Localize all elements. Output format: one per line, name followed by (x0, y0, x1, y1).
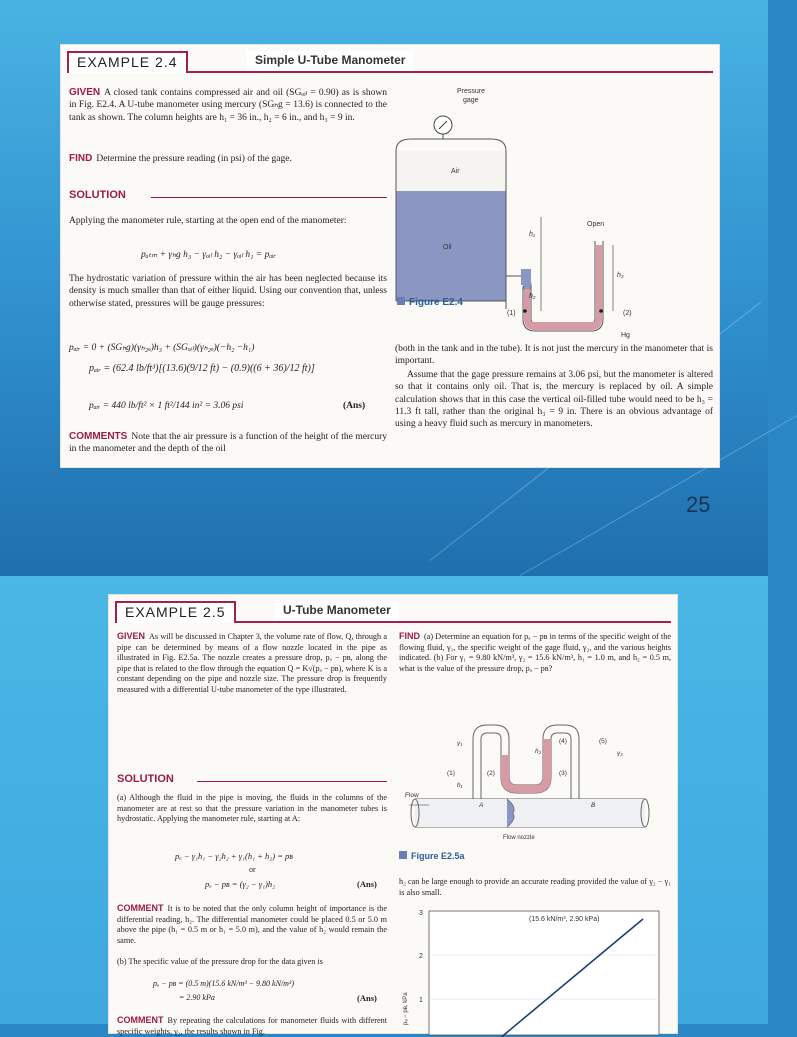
label-B: B (591, 802, 596, 809)
label-flow-nozzle: Flow nozzle (503, 835, 535, 841)
label-air: Air (451, 168, 460, 175)
pressure-drop-plot (399, 905, 669, 1035)
equation-2: pₐᵢᵣ = 0 + (SGₕg)(γₕ₂ₒ)h₃ + (SGₒᵢₗ)(γₕ₂ₒ)(−h₂ −h₁) (69, 343, 255, 353)
example-label: EXAMPLE 2.4 (67, 51, 188, 73)
label-open: Open (587, 221, 605, 228)
answer-tag: (Ans) (343, 401, 366, 411)
example-title: U-Tube Manometer (275, 601, 399, 621)
label-point-5: (5) (599, 738, 607, 745)
find-label: FIND (399, 631, 420, 641)
equation-1: pₐ − γ₁h₁ − γ₂h₂ + γ₁(h₁ + h₂) = pʙ (175, 851, 293, 861)
comments-paragraph (69, 431, 387, 456)
textbook-page-example-2-5 (108, 594, 678, 1034)
given-label: GIVEN (117, 631, 146, 641)
svg-text:gage (463, 97, 479, 104)
label-h2: h₂ (535, 748, 542, 755)
example-header (67, 51, 713, 73)
label-point-1: (1) (507, 310, 516, 317)
ytick-2: 2 (419, 953, 423, 960)
right-column-text: h₂ can be large enough to provide an accurate reading provided the value of γ₂ − γ₁ is also small. (399, 877, 671, 897)
equation-4: pₐᵢᵣ = 440 lb/ft² × 1 ft²/144 in² = 3.06 psi (89, 401, 244, 411)
equation-3: pₐ − pʙ = (0.5 m)(15.6 kN/m³ − 9.80 kN/m³) (153, 979, 294, 988)
figure-e2-4-diagram (391, 81, 711, 339)
comments-label: COMMENTS (69, 431, 128, 442)
equation-1: pₐₜₘ + γₕg h₃ − γₒᵢₗ h₂ − γₒᵢₗ h₁ = pₐᵢᵣ (141, 250, 276, 260)
equation-2: pₐ − pʙ = (γ₂ − γ₁)h₂ (205, 879, 276, 889)
label-point-3: (3) (559, 770, 567, 777)
label-h1: h₁ (529, 231, 536, 238)
example-label: EXAMPLE 2.5 (115, 601, 236, 623)
slide-2 (0, 576, 768, 1036)
label-point-4: (4) (559, 738, 567, 745)
svg-text:Pressure (457, 88, 485, 95)
mercury-region (524, 245, 602, 330)
given-text: A closed tank contains compressed air and oil (SGₒᵢₗ = 0.90) as is shown in Fig. E2.4. A U-tube manometer using mercury (SGₕg = 13.6) is connected to the tank as shown. The column heights are h₁ = 36 in., h₂ = 6 in., and h₃ = 9 in. (69, 88, 387, 123)
right-column-text-2: Assume that the gage pressure remains at 3.06 psi, but the manometer is altered so that it contains only oil. That is, the mercury is replaced by oil. A simple calculation shows that in this case the vertical oil-filled tube would need to be h₃ = 11.3 ft tall, rather than the original h₃ = 9 in. There is an obvious advantage of using a heavy fluid such as mercury in manometers. (395, 370, 713, 430)
find-paragraph (69, 153, 387, 165)
given-text: As will be discussed in Chapter 3, the volume rate of flow, Q, through a pipe can be determined by means of a flow nozzle located in the pipe as illustrated in Fig. E2.5a. The nozzle creates a pressure drop, pₐ − pʙ, along the pipe that is related to the flow through the equation Q = K√(pₐ − pʙ), where K is a constant depending on the pipe and nozzle size. The pressure drop is frequently measured with a differential U-tube manometer of the type illustrated. (117, 632, 387, 694)
label-pressure-gage-1: Pressure (457, 88, 486, 95)
label-A: A (479, 802, 484, 809)
solution-intro: Applying the manometer rule, starting at the open end of the manometer: (69, 216, 347, 226)
comment-2-text: By repeating the calculations for manometer fluids with different specific weights, γ₂, the results shown in Fig. (117, 1016, 387, 1036)
comment-label: COMMENT (117, 903, 164, 913)
solution-part-b: (b) The specific value of the pressure drop for the data given is (117, 957, 323, 966)
answer-tag-b: (Ans) (357, 993, 377, 1003)
label-h3: h₃ (617, 272, 624, 279)
plot-frame (429, 911, 659, 1035)
label-flow: Flow (405, 792, 419, 799)
comment-paragraph (117, 903, 387, 946)
label-hg: Hg (621, 332, 630, 339)
example-header (115, 601, 671, 623)
find-label: FIND (69, 153, 93, 164)
label-gamma-1: γ₁ (457, 740, 463, 747)
given-paragraph (69, 87, 387, 124)
pipe (415, 799, 645, 827)
label-oil: Oil (443, 244, 452, 251)
label-h1: h₁ (457, 782, 463, 789)
plot-ylabel: pₐ − pʙ, kPa (403, 992, 409, 1025)
solution-label: SOLUTION (69, 189, 126, 201)
figure-caption-e2-5a: Figure E2.5a (399, 851, 465, 861)
comments-text: Note that the air pressure is a function of the height of the mercury in the manometer and the depth of the oil (69, 432, 387, 455)
equation-4: = 2.90 kPa (179, 993, 215, 1002)
textbook-page-example-2-4 (60, 44, 720, 468)
right-column-text-1: (both in the tank and in the tube). It is not just the mercury in the manometer that is important. (395, 344, 713, 367)
given-label: GIVEN (69, 87, 101, 98)
page-number: 25 (686, 492, 711, 517)
ytick-3: 3 (419, 910, 423, 917)
comment-text: It is to be noted that the only column height of importance is the differential reading, h₂. The differential manometer could be placed 0.5 or 5.0 m above the pipe (h₁ = 0.5 m or h₁ = 5.0 m), and the value of h₂ would remain the same. (117, 904, 387, 945)
find-paragraph (399, 631, 671, 674)
solution-part-a: (a) Although the fluid in the pipe is moving, the fluids in the columns of the manometer are at rest so that the pressure variation in the manometer tubes is hydrostatic. Applying the manometer rule, starting at A: (117, 793, 387, 824)
label-point-1: (1) (447, 770, 455, 777)
label-point-2: (2) (623, 310, 632, 317)
example-title: Simple U-Tube Manometer (247, 51, 413, 71)
comment-2-paragraph (117, 1015, 387, 1037)
comment-2-label: COMMENT (117, 1015, 164, 1025)
label-pressure-gage-2: gage (463, 97, 479, 104)
solution-para-2: The hydrostatic variation of pressure within the air has been neglected because its density is much smaller than that of either liquid. Using our convention that, unless otherwise stated, pressures will be gauge pressures: (69, 274, 387, 309)
plot-annotation: (15.6 kN/m³, 2.90 kPa) (529, 916, 600, 923)
figure-caption-e2-4: Figure E2.4 (397, 297, 463, 308)
equation-3: pₐᵢᵣ = (62.4 lb/ft³)[(13.6)(9/12 ft) − (0.9)((6 + 36)/12 ft)] (89, 363, 315, 374)
label-gamma-2: γ₂ (617, 750, 623, 757)
solution-label: SOLUTION (117, 773, 174, 785)
label-point-2: (2) (487, 770, 495, 777)
answer-tag-a: (Ans) (357, 879, 377, 889)
label-h2: h₂ (529, 293, 536, 300)
ytick-1: 1 (419, 997, 423, 1004)
find-text: Determine the pressure reading (in psi) of the gage. (96, 154, 292, 164)
figure-e2-5a-diagram (395, 715, 679, 845)
equation-or: or (249, 865, 256, 874)
given-paragraph (117, 631, 387, 696)
solution-rule (197, 781, 387, 782)
find-text: (a) Determine an equation for pₐ − pʙ in terms of the specific weight of the flowing fluid, γ₁, the specific weight of the gage fluid, γ₂, and the various heights indicated. (b) For γ₁ = 9.80 kN/m³, γ₂ = 15.6 kN/m³, h₁ = 1.0 m, and h₂ = 0.5 m, what is the value of the pressure drop, pₐ − pʙ? (399, 632, 671, 673)
solution-rule (151, 197, 387, 198)
